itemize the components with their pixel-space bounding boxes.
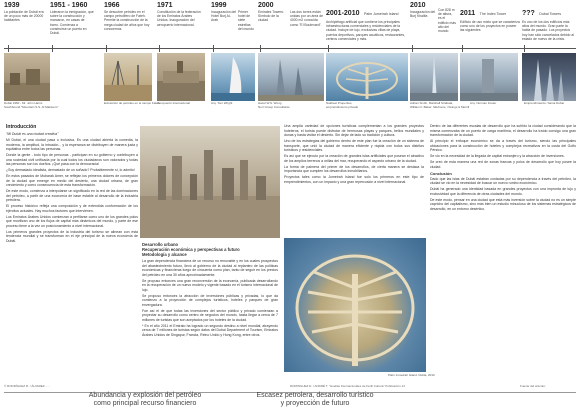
timeline-subtitle: The Index Tower [479,12,507,16]
timeline-year: ??? [522,10,535,17]
caption-palm: Palm Jumeirah Island. Dubái, 2010 [388,373,435,377]
timeline-subtitle: Dubai Towers [539,12,561,16]
section-title-line: Abundancia y explosión del petróleo [88,392,202,399]
conclusion-paragraph: De este modo, pensar en una ciudad que está más inversión sobre la ciudad no es un simple capricho del capitalismo, sino más bien un estudio minucioso de los sistemas estratégicos de desarrollo, en un entorno desértico. [430,197,576,211]
conclusion-paragraph: Dado que las islas de Dubái estaban contadas por su dependencia a través del petróleo, la ciudad se vio en la necesidad de buscar un nuevo rumbo económico. [430,176,576,185]
timeline-text: Las dos torres están unidas por un área de 4000 m2 conocida como "El Boulevard". [290,10,323,27]
photo-airport [157,53,205,101]
development-subheading: Recuperación económica y perspectivas a futuro [142,247,240,252]
timeline-tick [462,45,463,52]
timeline-entry-1999 [211,2,237,23]
conclusion-column [430,124,576,382]
timeline-note-emirates-towers [290,10,324,27]
footer-center: DOMINGUEZ D. / ANDRÉ T. "Huellas Internacionales de Fértil Cultura" Publicación 14 [290,384,405,388]
conclusion-paragraph: Dubái ha generado una identidad basada en grandes proyectos con una impronta de lujo y exclusividad que la diferencia de otras ciudades del mundo. [430,187,576,196]
timeline-year: 1971 [157,2,173,9]
photo-palm-jumeirah [284,238,426,372]
timeline-entry-2000 [258,2,288,23]
timeline-text: Constitución de la federación de los Emiratos Árabes Unidos. Inauguración del aeropuerto internacional. [157,10,201,27]
timeline-tick [213,45,214,52]
conclusion-paragraph: Se vio en la necesidad de la llegada de capital extranjero y la atracción de inversiones. [430,154,565,158]
timeline-tick [412,45,413,52]
timeline-text: Edificio de uso mixto que se caracteriza como uno de los proyectos en poseer las siguientes [460,20,520,33]
development-subheading-2: Metodología y alcance [142,252,187,257]
timeline-note-burj-al-arab [238,10,256,31]
timeline-tick [260,45,261,52]
timeline-text: La población de Dubái era de un poco más de 20000 habitantes [4,10,44,23]
tourism-column [284,124,424,234]
timeline-entry-1966 [104,2,150,31]
tourism-paragraph: Uno de los estrategias del gobierno dentro de este plan fue la creación de un sistema de transporte, que unió la ciudad de manera eficiente y rápida con todos sus distritos turísticos y residenciales. [284,139,424,152]
conclusion-paragraph: Al principio el enfoque económico se da a través del turismo, siendo las principales ubicaciones para la construcción de hoteles y complejos recreativos en la costa del Golfo Pérsico. [430,139,576,152]
intro-paragraph: Los Emiratos Árabes Unidos comienzan a perfilarse como uno de los grandes polos que movilizan uno de los flujos de capital más dinámicos del mundo, y parte de ese proceso tiene a la vez un posicionamiento a nivel internacional. [6,214,138,228]
timeline-text: Inauguración del Hotel Burj Al-Arab [211,10,237,23]
photo-palm-island [326,53,408,101]
intro-paragraph: Los primeros grandes proyectos de la industria del turismo se alinean con esta tendencia mundial y se transforman en el eje principal de la nueva economía de Dubái. [6,229,138,243]
photo-emirates-towers [258,53,324,101]
timeline-year: 2010 [410,2,426,9]
tourism-paragraph: La forma de palmera del primer de los desarrollos, de cierta manera se destaca la importancia que cumplen los desarrollos inmobiliarios. [284,164,424,173]
caption: Norr Group Consultants [258,105,290,109]
timeline-subtitle: Palm Jumeirah Island [363,12,399,16]
tourism-paragraph: Proyectos tales como la Jumeirah Island fue solo los primeros en este tipo de emprendimientos, con un impacto y una gran repercusión a nivel internacional. [284,175,424,184]
timeline-note-burj-khalifa [438,8,456,33]
intro-quote: "Mi Dubái es una ciudad creativa" [6,132,59,136]
caption: Hazel W.S. Wong [258,101,282,105]
timeline-text: Lideraron la inmigración, que sobre la construcción y marcaron, en casas de barro. Comienza a construirse un puerto en Dubái. [50,10,94,36]
development-paragraph: La gran dependencia financiera de un recurso no renovable y en los cuales prospectos del abastecimiento futuro, llevó al gobierno de la ciudad al replanteo de las políticas económicas y financieras luego de cincuenta como plan, tanto de seguir en los precios del petróleo en una 30 años aproximadamente. [142,259,278,277]
caption: Southbound "Mountain S.S. Al Maktoum" [4,105,59,109]
intro-paragraph: ¿Soy demasiado idealista, demasiado de un soñado? Probablemente sí, lo admito! [6,168,135,172]
caption: William F. Baker. Skidmore, Owings & Merrill [410,105,470,109]
timeline-entry-1939 [4,2,44,23]
caption: Extracción de petróleo en el campo Fateh [104,101,160,105]
section-title-line: Escasez petrolera, desarrollo turístico [256,392,374,399]
caption: Aeropuerto Internacional [157,101,190,105]
photo-oil-field [104,53,152,101]
timeline-tick [106,45,107,52]
timeline-entry-2001 [326,2,406,41]
development-paragraph: * En el año 2011 el Emirato ha logrado un segundo destino a nivel mundial, atrayendo cerca de 7 millones de turistas según datos del Dubai Department of Tourism, Emiratos Árabes Unidos de Singapur, Francia, Reino Unido y Hong Kong, entre otros. [142,323,278,337]
timeline-entry-2010 [410,2,436,18]
intro-paragraph: Mi Dubái, el una ciudad pasa o inclusiva. Es una ciudad abierta la comedia, la moderna, la amplitud, la intrusión... y la esperanza se distribuyen de manera justa y equitativa entre todos las personas. [6,138,138,151]
timeline-entry-2011 [460,2,520,33]
caption: Dubái 1960 - Mr. John Harris [4,101,43,105]
caption: emprendimiento privado [326,105,359,109]
development-column [142,242,278,382]
intro-paragraph: El proceso histórico refleja una composición y de extendida conformación de los ejércitos actuales. Hay muchos factores que intervienen. [6,204,138,213]
caption: Arq. Norman Foster [470,101,497,105]
timeline-text: Inauguración del Burj Khalifa [410,10,436,19]
section-title-2 [200,392,430,408]
intro-paragraph: De este modo, comienza a interpolarse un significado en la red de las dominaciones del petróleo, a partir de una economía de base estable al desarrollo de la industria petrolera. [6,189,138,202]
conclusion-paragraph: Se creó de esta manera una red de zonas francas y polos de desarrollo que hoy posee la ciudad. [430,160,576,169]
timeline-tick [8,45,9,52]
timeline-year: 1966 [104,2,120,9]
tourism-paragraph: Una amplia variedad de opciones turísticas complementan a los grandes proyectos hoteleros; el turista puede disfrutar de hermosas playas y parques, bellos mundiales y dunas y hasta visitar el desierto. Sin dejar de lado su tradición y cultura. [284,124,424,137]
development-paragraph: Se propuso entonces la atracción de inversiones públicas y privadas, lo que da comienzo a la proyección de complejos turísticos, hoteles y parques de gran envergadura. [142,293,278,307]
timeline-year: 1951 - 1960 [50,2,88,9]
timeline-year: 1939 [4,2,20,9]
photo-dubai-aerial [140,126,280,238]
conclusion-paragraph: Dentro de las diferentes escalas de desarrollo que ha sufrido la ciudad considerando que la misma comenzaba de un puerto de carga marítima, el desarrollo ha traído consigo una gran transformación de la ciudad. [430,124,576,137]
photo-burj-al-arab [211,53,255,101]
timeline-entry-1971 [157,2,201,27]
caption: Adrian Smith, Marshall Strabala, [410,101,454,105]
intro-column [6,124,138,376]
timeline-tick [159,45,160,52]
photo-index-tower [460,53,518,101]
section-title-line: y proyección de futuro [280,400,350,407]
development-heading: Desarrollo urbano [142,242,179,247]
timeline-year: 2011 [460,10,476,17]
timeline-axis [4,48,576,49]
timeline-year: 1999 [211,2,227,9]
conclusion-heading: Conclusión [430,170,452,176]
timeline-text: Primer hotel de siete estrellas del mundo [238,10,254,31]
development-paragraph: Fue así el de que todas las inversiones del sector público y privado comienzan a proyectar su desarrollo como centro de negocios del mundo, hasta llegar a cerca de 7 millones de turistas que son aceptados por los hoteles de la ciudad. [142,308,278,322]
timeline-text: Archipiélago artificial que contiene los principales infraestructuras comerciales y residenciales de la ciudad. Incluye de lujo, exclusivas villas de playa, puertos deportivos, parques acuáticos, restaurantes, centros comerciales y más. [326,20,405,41]
timeline-text: Emirates Towers: Símbolo de la ciudad [258,10,284,23]
timeline-year: 2001-2010 [326,10,360,17]
footer-left: © RODRÍGUEZ R. / ÁLVAREZ - ... [4,384,50,388]
timeline-tick [52,45,53,52]
development-paragraph: Se propuso entonces una gran reconversión de la economía, publicada desarrollando en la recuperación de un nuevo modelo y vigente basado en el turismo internacional de lujo. [142,278,278,292]
timeline-text: Es uno de los dos edificios más altos del mundo. Gran parte la habla de pasado. Los proyectos hoy han sido cancelados debido al estado de nuevo de la crisis. [522,20,575,41]
intro-paragraph: En estos pasados de Mubarak Amer, se reflejan los primeros dolores de concepción de la ciudad que emerge en medio del desierto, una ciudad urbana, de gran crecimiento y como consecuencia de esta transformación. [6,174,138,187]
intro-heading: Introducción [6,124,37,130]
caption: Arq. Tom Wright [211,101,233,105]
caption: Nakheel Properties, [326,101,353,105]
photo-dubai-towers [522,53,576,101]
timeline-entry-unknown [522,2,576,41]
timeline-tick [328,45,329,52]
timeline-text: Se descubre petróleo en el campo petrolífero de Fateh. Permite la construcción de la mega ciudad de años que hoy conocemos. [104,10,150,31]
footer-right: Fuente del artículo: [520,384,546,388]
timeline [0,0,580,122]
timeline-tick [524,45,525,52]
photo-burj-khalifa [410,53,458,101]
section-title-line: como principal recurso financiero [93,400,197,407]
timeline-entry-1951 [50,2,94,35]
caption: Emprendimiento: Sama Dubai [524,101,565,105]
timeline-year: 2000 [258,2,274,9]
timeline-text: Con 828 m de altura, es el edificio más alto del mundo [438,8,456,34]
tourism-paragraph: Es así que se ejecuto por la creación de grandes islas artificiales que posean el atractivo de los amplios terrenos a orillas del mar, recuperando el aspecto urbano de la ciudad. [284,154,424,163]
photo-dubai-1960 [4,53,50,101]
intro-paragraph: Donde la gente - todo tipo de personas - participan en su gobierno y contribuyen a una sociedad civil unificada por la cual todos los ciudadanos son valorados y todas las personas son los dueños. ¡Qué pasa con la democracia! [6,153,138,166]
